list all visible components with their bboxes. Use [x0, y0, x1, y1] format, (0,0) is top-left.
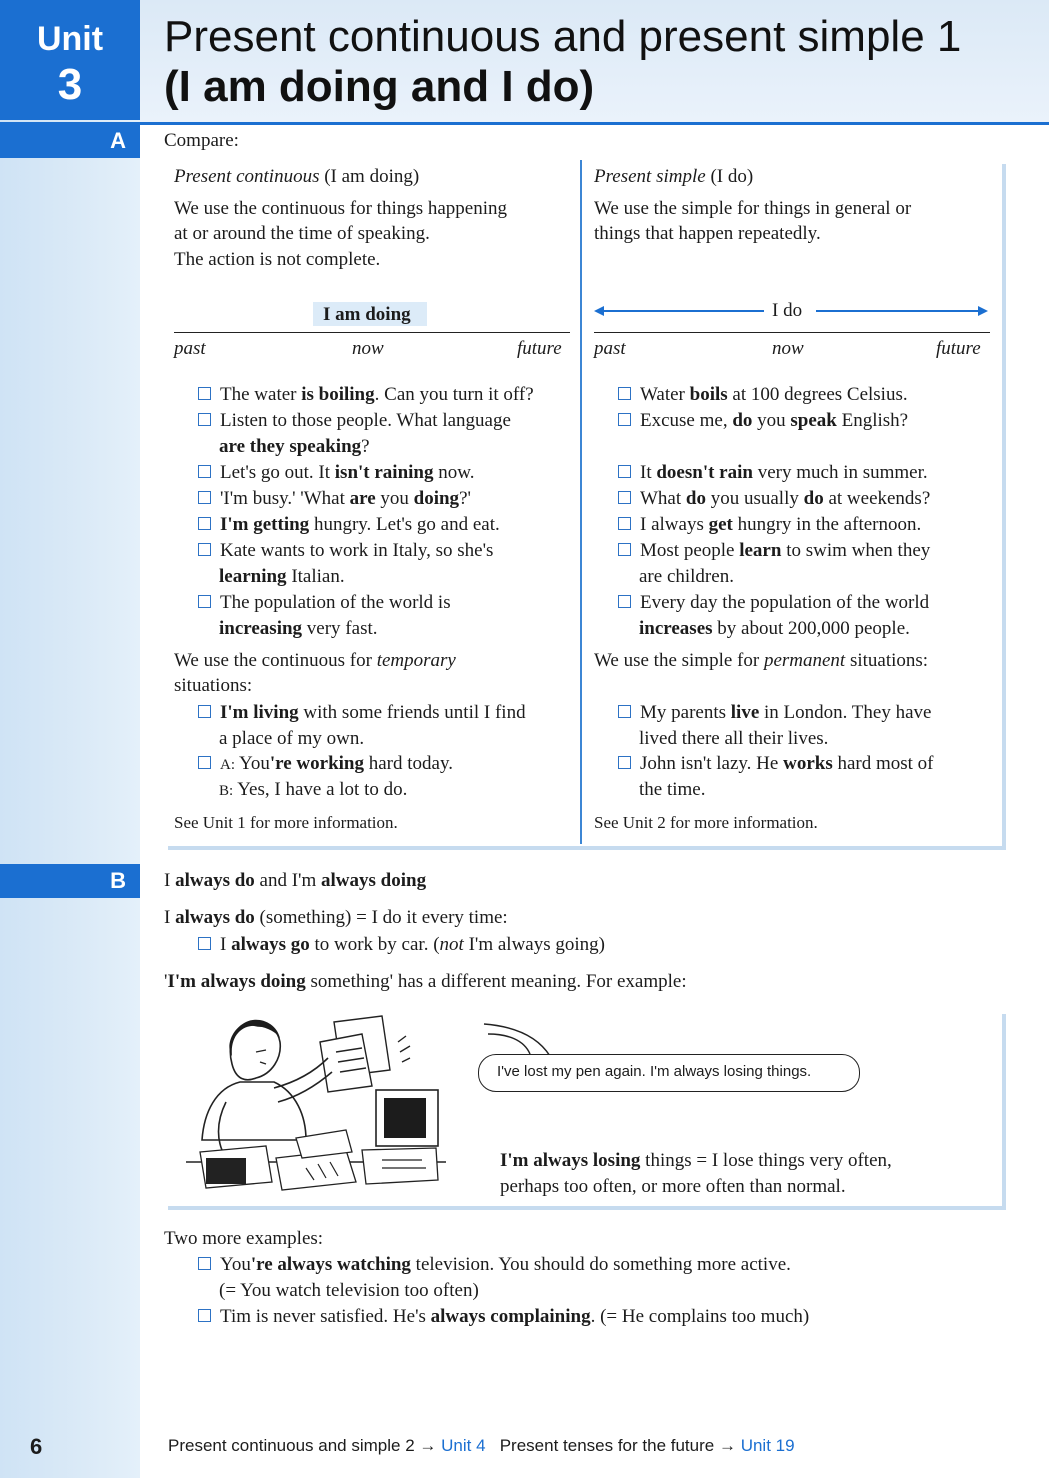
text-bold: increasing: [219, 618, 303, 639]
left-example-7b: [219, 616, 378, 642]
text-bold: isn't raining: [334, 462, 434, 483]
left-example-4: [198, 486, 471, 512]
text: very fast.: [302, 618, 378, 639]
text-bold: do: [803, 488, 824, 509]
page-number: 6: [30, 1434, 43, 1459]
bullet-box-icon: [618, 543, 631, 556]
text-bold: I'm getting: [220, 514, 310, 535]
right-axis-past: past: [594, 338, 626, 359]
left-heading-italic: Present continuous: [174, 166, 320, 187]
text: Most people: [640, 540, 740, 561]
speaker-b: B:: [219, 783, 234, 799]
bullet-box-icon: [618, 465, 631, 478]
text: Listen to those people. What language: [220, 410, 511, 431]
text: English?: [836, 410, 909, 431]
bullet-box-icon: [198, 1309, 211, 1322]
text-bold: doesn't rain: [656, 462, 753, 483]
left-example-9: [198, 751, 453, 778]
text: I: [164, 870, 176, 891]
right-heading-italic: Present simple: [594, 166, 706, 187]
section-b-example-2b: (= You watch television too often): [219, 1280, 479, 1301]
text-bold: 're working: [269, 753, 364, 774]
text-bold: do: [732, 410, 753, 431]
text: you usually: [705, 488, 804, 509]
text-bold: I'm living: [220, 702, 299, 723]
bullet-box-icon: [198, 595, 211, 608]
text: It: [640, 462, 657, 483]
two-more-label: Two more examples:: [164, 1228, 324, 1249]
left-example-6: [198, 538, 493, 564]
text: You: [220, 1254, 251, 1275]
text-bold: I'm always doing: [167, 971, 306, 992]
text: Yes, I have a lot to do.: [237, 779, 408, 800]
text: you: [752, 410, 791, 431]
page-title-line1: Present continuous and present simple 1: [164, 12, 962, 61]
arrow-line-right: [816, 310, 980, 312]
text: Let's go out. It: [220, 462, 335, 483]
bullet-box-icon: [198, 465, 211, 478]
text: to work by car. (: [309, 934, 440, 955]
right-example-7: [618, 590, 929, 616]
right-desc-2: things that happen repeatedly.: [594, 223, 821, 244]
text: You: [239, 753, 270, 774]
left-example-3: [198, 460, 475, 486]
left-desc-3: The action is not complete.: [174, 249, 381, 270]
text: We use the simple for: [594, 650, 764, 671]
left-desc-2: at or around the time of speaking.: [174, 223, 430, 244]
footer-link-unit-4[interactable]: Unit 4: [441, 1436, 486, 1455]
left-example-9b: [219, 777, 407, 804]
text: Water: [640, 384, 690, 405]
right-example-9: [618, 751, 934, 777]
text-bold: always complaining: [430, 1306, 591, 1327]
text-bold: I'm always losing: [500, 1150, 641, 1171]
text: things = I lose things very often,: [640, 1150, 892, 1171]
left-example-6b: [219, 564, 345, 590]
text: ': [164, 971, 168, 992]
section-tag-a: A: [0, 124, 140, 158]
woman-searching-desk-illustration: [186, 1012, 446, 1198]
text: The water: [220, 384, 302, 405]
left-example-8: [198, 700, 526, 726]
temporary-line: [174, 648, 456, 674]
text: hard today.: [364, 753, 453, 774]
text: very much in summer.: [752, 462, 928, 483]
text-bold: always go: [231, 934, 310, 955]
left-example-8b: a place of my own.: [219, 728, 365, 749]
text: What: [640, 488, 686, 509]
text-bold: works: [783, 753, 833, 774]
unit-number: 3: [57, 60, 83, 109]
section-b-definition: [164, 905, 508, 931]
right-example-7b: [639, 616, 910, 642]
unit-badge: [0, 0, 140, 120]
left-example-2: [198, 408, 511, 434]
text: I: [220, 934, 232, 955]
bullet-box-icon: [198, 705, 211, 718]
text: Kate wants to work in Italy, so she's: [220, 540, 494, 561]
right-see-unit: See Unit 2 for more information.: [594, 813, 818, 832]
text: ?: [361, 436, 370, 457]
right-timeline-line: [594, 332, 990, 333]
bullet-box-icon: [198, 1257, 211, 1270]
right-axis-now: now: [772, 338, 804, 359]
footer-references: [168, 1436, 795, 1456]
bullet-box-icon: [198, 413, 211, 426]
right-example-9b: the time.: [639, 779, 706, 800]
text-bold: are: [349, 488, 376, 509]
left-timeline-label: I am doing: [323, 304, 411, 325]
text: you: [375, 488, 414, 509]
text: at weekends?: [823, 488, 931, 509]
left-example-7: [198, 590, 451, 616]
bullet-box-icon: [198, 517, 211, 530]
text: . (= He complains too much): [590, 1306, 810, 1327]
text-bold: boils: [689, 384, 728, 405]
right-example-5: [618, 512, 921, 538]
right-heading: [594, 164, 753, 190]
left-heading: [174, 164, 419, 190]
permanent-line: [594, 648, 928, 674]
text: and I'm: [254, 870, 322, 891]
text: now.: [433, 462, 475, 483]
text-italic: not: [439, 934, 464, 955]
section-b-example-2: [198, 1252, 791, 1278]
header-rule: [0, 122, 1049, 125]
text-bold: always doing: [321, 870, 427, 891]
text: in London. They have: [759, 702, 932, 723]
text-bold: learning: [219, 566, 287, 587]
text-bold: live: [730, 702, 760, 723]
text: The population of the world is: [220, 592, 451, 613]
speech-bubble: [478, 1054, 860, 1092]
section-tag-b: B: [0, 864, 140, 898]
left-see-unit: See Unit 1 for more information.: [174, 813, 398, 832]
section-b-meaning: [164, 969, 687, 995]
footer-link-unit-19[interactable]: Unit 19: [740, 1436, 795, 1455]
bullet-box-icon: [198, 387, 211, 400]
left-axis-future: future: [517, 338, 562, 359]
text-bold: is boiling: [301, 384, 375, 405]
temporary-line-2: situations:: [174, 675, 253, 696]
explain-line-1: [500, 1148, 892, 1174]
section-b-heading: [164, 868, 426, 894]
text-bold: doing: [413, 488, 460, 509]
right-example-4: [618, 486, 930, 512]
explain-line-2: perhaps too often, or more often than normal.: [500, 1176, 846, 1197]
speech-text: I've lost my pen again. I'm always losing things.: [497, 1063, 812, 1080]
text: hungry in the afternoon.: [732, 514, 922, 535]
text: situations:: [845, 650, 929, 671]
text: television. You should do something more active.: [410, 1254, 791, 1275]
text: Every day the population of the world: [640, 592, 930, 613]
unit-label: Unit: [36, 20, 104, 58]
text: . Can you turn it off?: [374, 384, 534, 405]
text-bold: speak: [790, 410, 837, 431]
text-bold: increases: [639, 618, 713, 639]
text-italic: permanent: [763, 650, 846, 671]
right-example-3: [618, 460, 928, 486]
bullet-box-icon: [198, 491, 211, 504]
bullet-box-icon: [618, 387, 631, 400]
text: hungry. Let's go and eat.: [309, 514, 500, 535]
text-bold: always do: [175, 870, 255, 891]
left-example-1: [198, 382, 534, 408]
section-b-example-1: [198, 932, 605, 958]
text: My parents: [640, 702, 731, 723]
text-italic: temporary: [376, 650, 456, 671]
text: (something) = I do it every time:: [254, 907, 508, 928]
text-bold: are they speaking: [219, 436, 362, 457]
bullet-box-icon: [618, 595, 631, 608]
speaker-a: A:: [220, 757, 235, 773]
text: with some friends until I find: [298, 702, 526, 723]
arrow-right-icon: [978, 306, 988, 316]
text: 'I'm busy.' 'What: [220, 488, 350, 509]
text-bold: 're always watching: [250, 1254, 411, 1275]
text: John isn't lazy. He: [640, 753, 784, 774]
left-axis-past: past: [174, 338, 206, 359]
left-example-2b: [219, 434, 370, 460]
bullet-box-icon: [618, 756, 631, 769]
right-example-1: [618, 382, 908, 408]
bullet-box-icon: [618, 517, 631, 530]
section-b-example-3: [198, 1304, 809, 1330]
compare-label: Compare:: [164, 130, 239, 151]
left-timeline-line: [174, 332, 570, 333]
text-bold: always do: [175, 907, 255, 928]
right-desc-1: We use the simple for things in general or: [594, 198, 912, 219]
bullet-box-icon: [618, 491, 631, 504]
bullet-box-icon: [198, 543, 211, 556]
text: at 100 degrees Celsius.: [727, 384, 908, 405]
left-desc-1: We use the continuous for things happening: [174, 198, 508, 219]
right-axis-future: future: [936, 338, 981, 359]
text: hard most of: [832, 753, 934, 774]
text: I'm always going): [463, 934, 605, 955]
right-example-6: [618, 538, 930, 564]
text: We use the continuous for: [174, 650, 377, 671]
right-example-2: [618, 408, 908, 434]
left-axis-now: now: [352, 338, 384, 359]
right-example-8: [618, 700, 931, 726]
bullet-box-icon: [198, 756, 211, 769]
text: ?': [459, 488, 471, 509]
bullet-box-icon: [618, 705, 631, 718]
text: something' has a different meaning. For example:: [305, 971, 687, 992]
text: by about 200,000 people.: [712, 618, 910, 639]
footer-ref-2: Present tenses for the future: [499, 1436, 715, 1455]
arrow-line-left: [602, 310, 764, 312]
arrow-right-icon: →: [419, 1436, 437, 1455]
text: to swim when they: [781, 540, 931, 561]
left-margin-band: [0, 0, 140, 1478]
text-bold: learn: [739, 540, 782, 561]
arrow-right-icon: →: [718, 1436, 736, 1455]
panel-divider: [580, 160, 582, 844]
text: I: [164, 907, 176, 928]
page-title-line2: (I am doing and I do): [164, 62, 595, 111]
text: Tim is never satisfied. He's: [220, 1306, 431, 1327]
left-example-5: [198, 512, 500, 538]
bullet-box-icon: [198, 937, 211, 950]
text: I always: [640, 514, 709, 535]
text-bold: get: [708, 514, 733, 535]
text: Excuse me,: [640, 410, 733, 431]
left-heading-plain: (I am doing): [324, 166, 420, 187]
text-bold: do: [685, 488, 706, 509]
footer-ref-1: Present continuous and simple 2: [168, 1436, 415, 1455]
right-timeline-label: I do: [772, 300, 803, 321]
text: Italian.: [286, 566, 345, 587]
right-example-8b: lived there all their lives.: [639, 728, 829, 749]
right-heading-plain: (I do): [710, 166, 754, 187]
right-example-6b: are children.: [639, 566, 734, 587]
bullet-box-icon: [618, 413, 631, 426]
